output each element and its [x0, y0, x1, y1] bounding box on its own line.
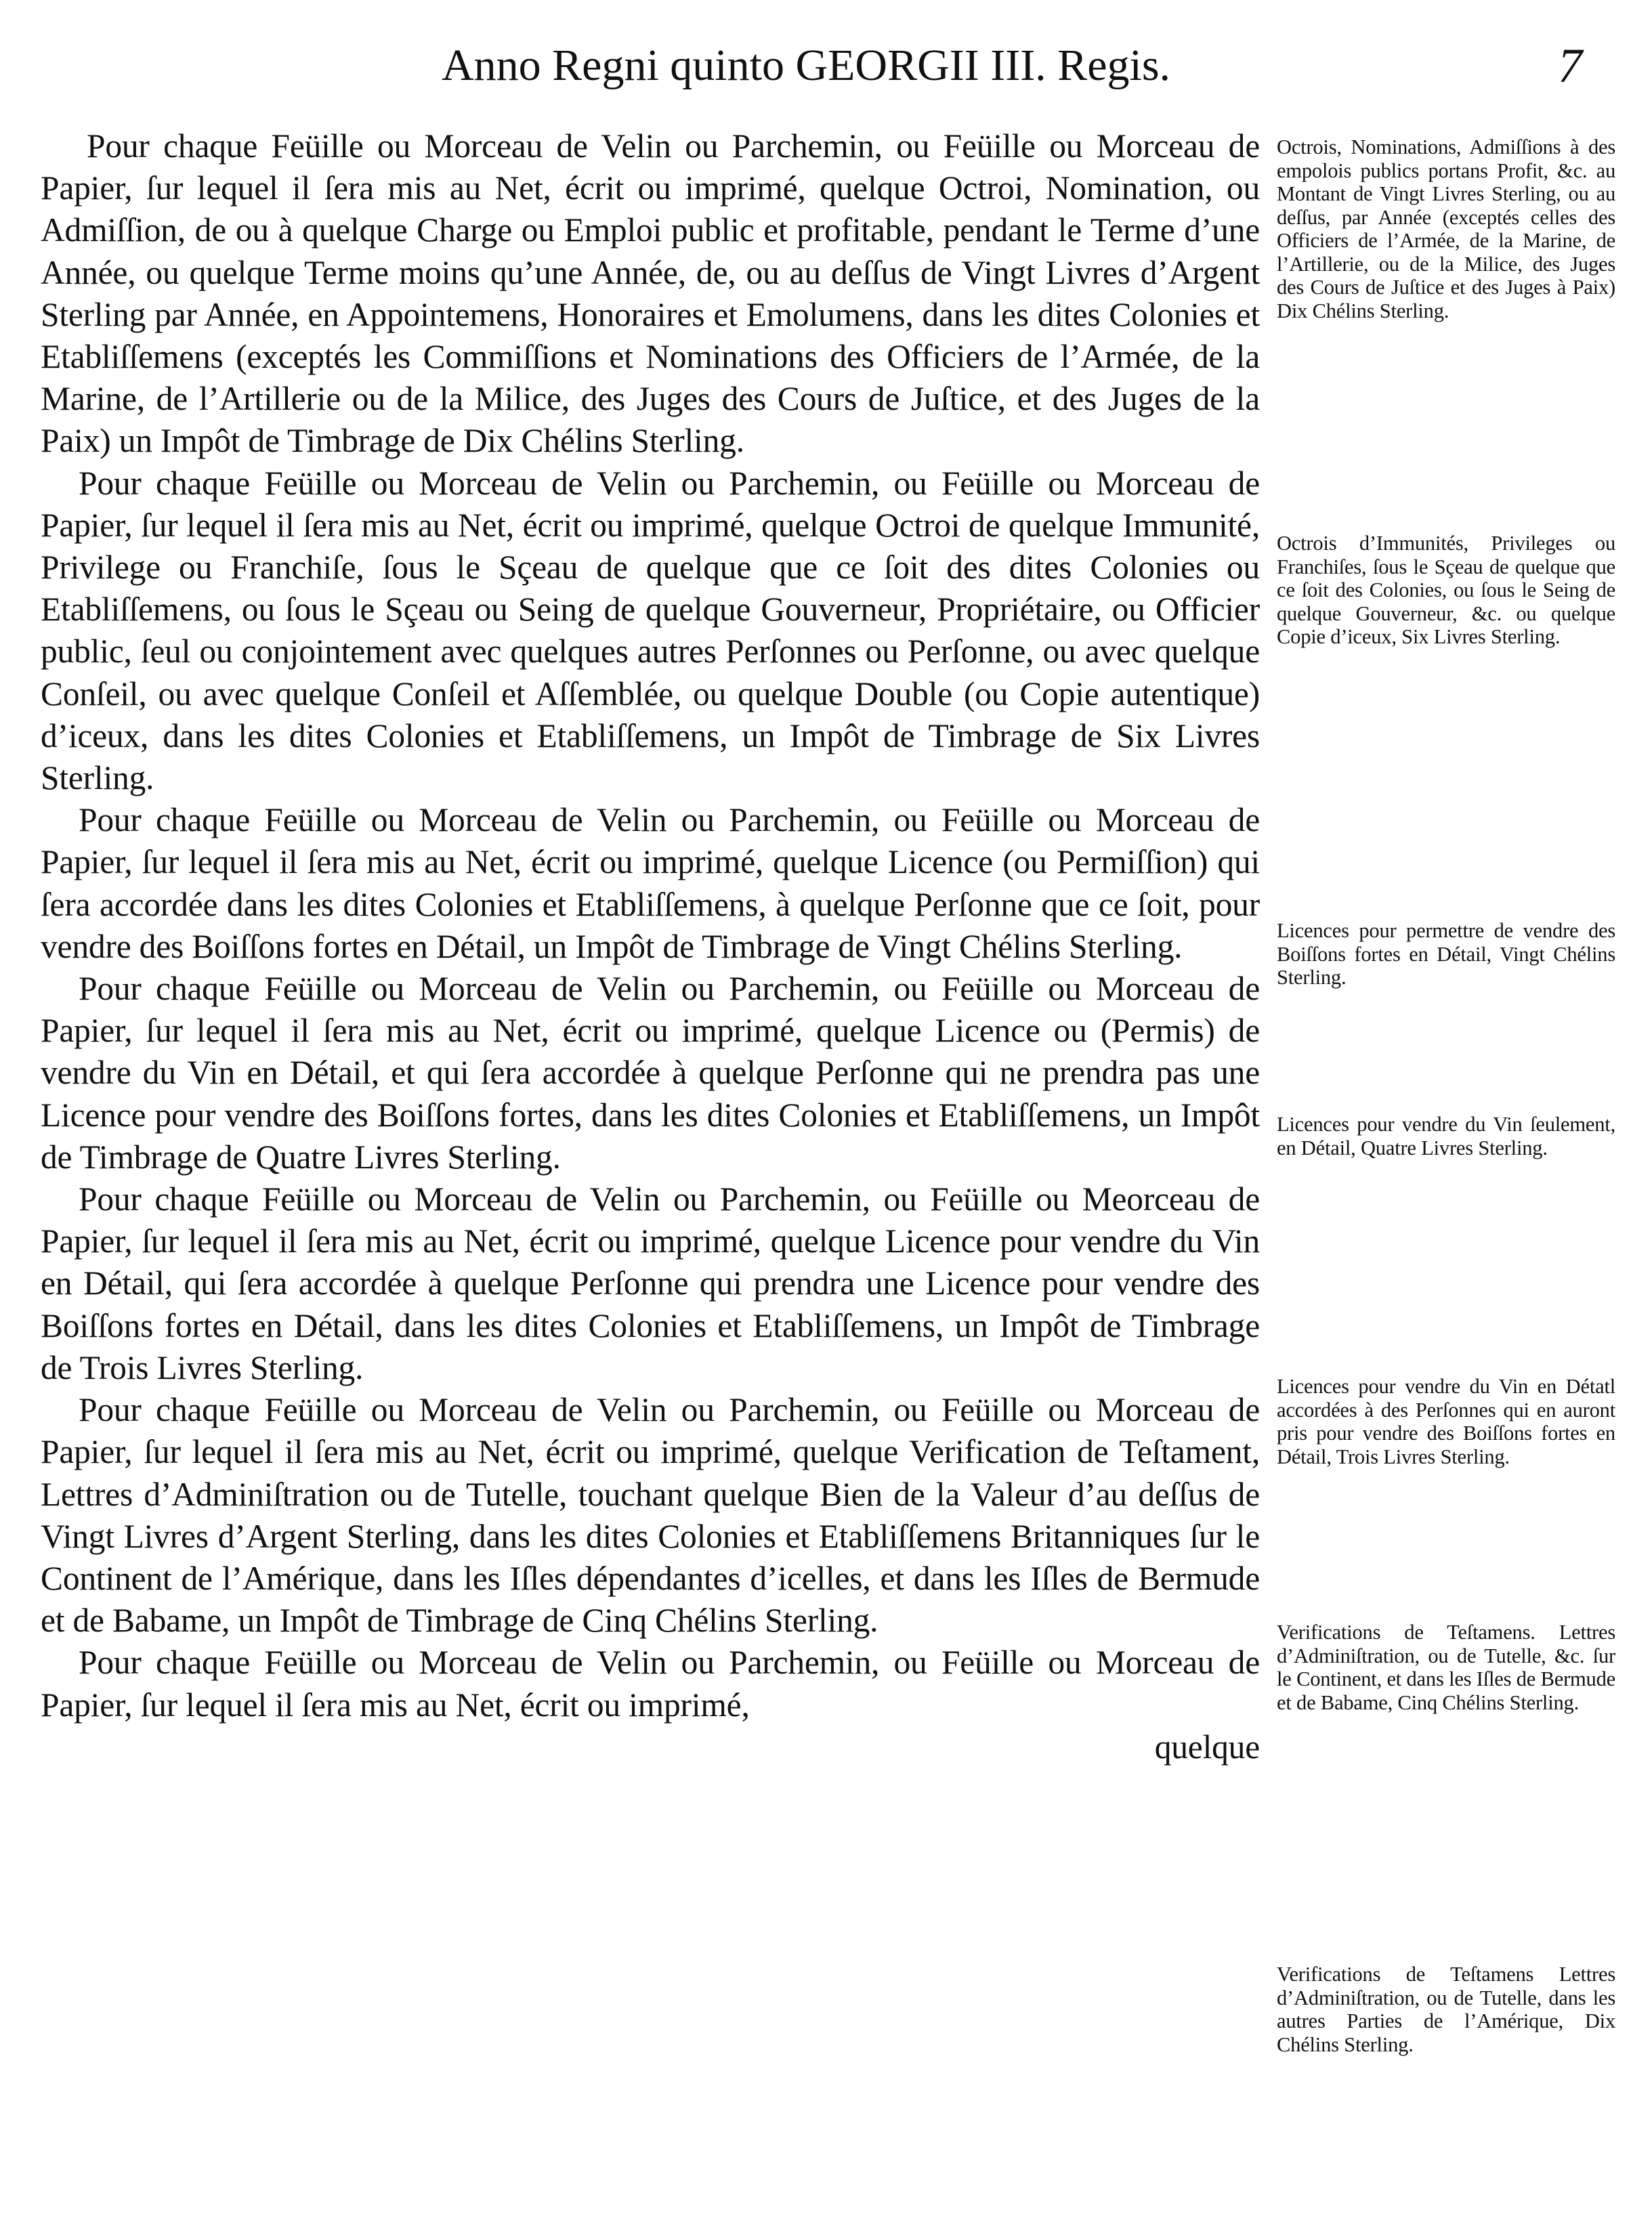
margin-note-offices: Octrois, Nominations, Admiſſions à des empolois publics portans Profit, &c. au Montant de Vingt Livres Sterling, ou au deſſus, par Année (exceptés celles des Officiers de l’Armée, de la Marine, de l’Artillerie, ou de la Milice, des Juges des Cours de Juſtice et des Juges à Paix) Dix Chélins Sterling.: [1277, 135, 1615, 322]
margin-note-wine-licence: Licences pour vendre du Vin ſeulement, en Détail, Quatre Livres Sterling.: [1277, 1113, 1615, 1159]
running-head: Anno Regni quinto GEORGII III. Regis.: [441, 41, 1171, 90]
margin-note-wine-licence-holders: Licences pour vendre du Vin en Détatl accordées à des Perſonnes qui en auront pris pour vendre des Boiſſons fortes en Détail, Trois Livres Sterling.: [1277, 1375, 1615, 1468]
paragraph-probate-other: Pour chaque Feüille ou Morceau de Velin ou Parchemin, ou Feüille ou Morceau de Papier, ſur lequel il ſera mis au Net, écrit ou imprimé,: [41, 1644, 1260, 1724]
catchword-line: [41, 1726, 1260, 1768]
paragraph-offices: Pour chaque Feüille ou Morceau de Velin ou Parchemin, ou Feüille ou Morceau de Papier, ſur lequel il ſera mis au Net, écrit ou imprimé, quelque Octroi, Nomination, ou Admiſſion, de ou à quelque Charge ou Emploi public et profitable, pendant le Terme d’une Année, ou quelque Terme moins qu’une Année, de, ou au deſſus de Vingt Livres d’Argent Sterling par Année, en Appointemens, Honoraires et Emolumens, dans les dites Colonies et Etabliſſemens (exceptés les Commiſſions et Nominations des Officiers de l’Armée, de la Marine, de l’Artillerie ou de la Milice, des Juges des Cours de Juſtice, et des Juges de la Paix) un Impôt de Timbrage de Dix Chélins Sterling.: [41, 127, 1260, 460]
page-number: 7: [1558, 39, 1582, 93]
margin-note-immunities: Octrois d’Immunités, Privileges ou Franchiſes, ſous le Sçeau de quelque que ce ſoit des Colonies, ou ſous le Seing de quelque Gouverneur, &c. ou quelque Copie d’iceux, Six Livres Sterling.: [1277, 532, 1615, 648]
paragraph-probate-continent: Pour chaque Feüille ou Morceau de Velin ou Parchemin, ou Feüille ou Morceau de Papier, ſur lequel il ſera mis au Net, écrit ou imprimé, quelque Verification de Teſtament, Lettres d’Adminiſtration ou de Tutelle, touchant quelque Bien de la Valeur d’au deſſus de Vingt Livres d’Argent Sterling, dans les dites Colonies et Etabliſſemens Britanniques ſur le Continent de l’Amérique, dans les Iſles dépendantes d’icelles, et dans les Iſles de Bermude et de Babame, un Impôt de Timbrage de Cinq Chélins Sterling.: [41, 1391, 1260, 1640]
margin-note-probate-continent: Verifications de Teſtamens. Lettres d’Adminiſtration, ou de Tutelle, &c. ſur le Continent, et dans les Iſles de Bermude et de Babame, Cinq Chélins Sterling.: [1277, 1621, 1615, 1714]
catchword: quelque: [1154, 1728, 1260, 1766]
paragraph-wine-licence-holders: Pour chaque Feüille ou Morceau de Velin ou Parchemin, ou Feüille ou Meorceau de Papier, ſur lequel il ſera mis au Net, écrit ou imprimé, quelque Licence pour vendre du Vin en Détail, qui ſera accordée à quelque Perſonne qui prendra une Licence pour vendre des Boiſſons fortes en Détail, dans les dites Colonies et Etabliſſemens, un Impôt de Timbrage de Trois Livres Sterling.: [41, 1180, 1260, 1386]
paragraph-wine-licence: Pour chaque Feüille ou Morceau de Velin ou Parchemin, ou Feüille ou Morceau de Papier, ſur lequel il ſera mis au Net, écrit ou imprimé, quelque Licence ou (Permis) de vendre du Vin en Détail, et qui ſera accordée à quelque Perſonne qui ne prendra pas une Licence pour vendre des Boiſſons fortes, dans les dites Colonies et Etabliſſemens, un Impôt de Timbrage de Quatre Livres Sterling.: [41, 970, 1260, 1176]
paragraph-immunities: Pour chaque Feüille ou Morceau de Velin ou Parchemin, ou Feüille ou Morceau de Papier, ſur lequel il ſera mis au Net, écrit ou imprimé, quelque Octroi de quelque Immunité, Privilege ou Franchiſe, ſous le Sçeau de quelque que ce ſoit des dites Colonies ou Etabliſſemens, ou ſous le Sçeau ou Seing de quelque Gouverneur, Propriétaire, ou Officier public, ſeul ou conjointement avec quelques autres Perſonnes ou Perſonne, ou avec quelque Conſeil, ou avec quelque Conſeil et Aſſemblée, ou quelque Double (ou Copie autentique) d’iceux, dans les dites Colonies et Etabliſſemens, un Impôt de Timbrage de Six Livres Sterling.: [41, 464, 1260, 797]
paragraph-spirits-licence: Pour chaque Feüille ou Morceau de Velin ou Parchemin, ou Feüille ou Morceau de Papier, ſur lequel il ſera mis au Net, écrit ou imprimé, quelque Licence (ou Permiſſion) qui ſera accordée dans les dites Colonies et Etabliſſemens, à quelque Perſonne que ce ſoit, pour vendre des Boiſſons fortes en Détail, un Impôt de Timbrage de Vingt Chélins Sterling.: [41, 801, 1260, 965]
margin-note-probate-other: Verifications de Teſtamens Lettres d’Adminiſtration, ou de Tutelle, dans les autres Parties de l’Amérique, Dix Chélins Sterling.: [1277, 1963, 1615, 2056]
body-text: [41, 125, 1260, 1768]
margin-note-spirits-licence: Licences pour permettre de vendre des Boiſſons fortes en Détail, Vingt Chélins Sterling.: [1277, 919, 1615, 989]
